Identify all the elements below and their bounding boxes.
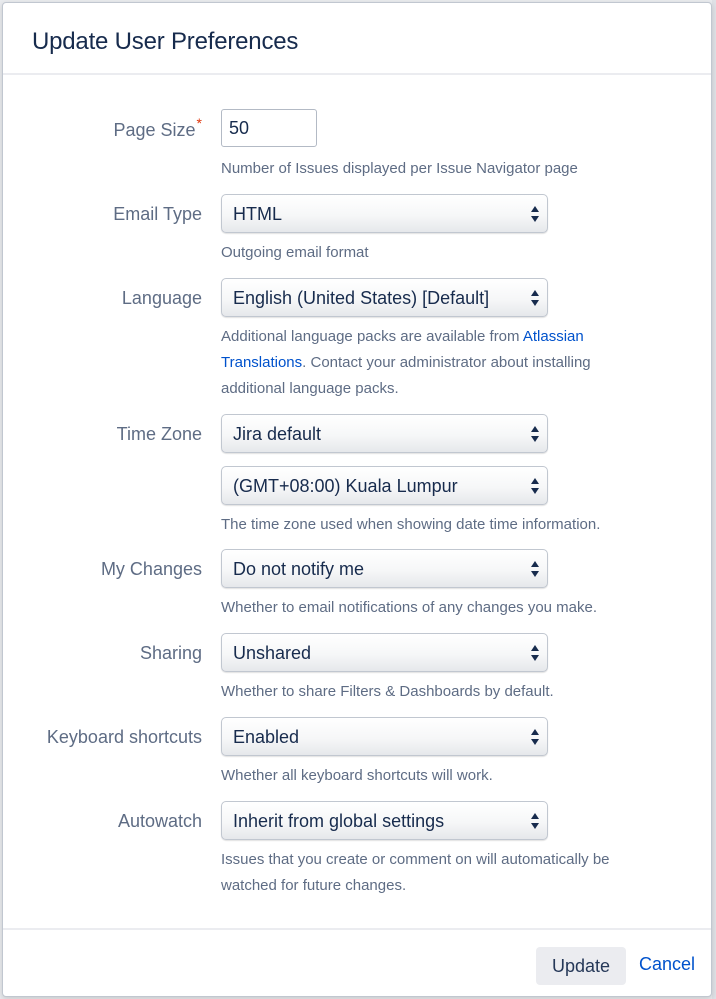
my-changes-help: Whether to email notifications of any changes you make. [221,599,598,616]
select-arrows-icon [530,426,540,444]
email-type-label: Email Type [113,204,202,224]
dialog-header [3,3,711,75]
autowatch-label: Autowatch [117,811,202,831]
keyboard-shortcuts-value: Enabled [233,727,300,747]
dialog-title: Update User Preferences [32,28,299,55]
my-changes-select[interactable] [221,549,548,588]
my-changes-label: My Changes [100,559,202,579]
select-arrows-icon [530,645,540,663]
language-value: English (United States) [Default] [233,288,490,308]
time-zone-label: Time Zone [116,424,202,444]
select-arrows-icon [530,290,540,308]
sharing-select[interactable] [221,633,548,672]
time-zone-zone-select[interactable] [221,466,548,505]
language-help: Additional language packs are available from Atlassian Translations. Contact your administrator about installing additional language packs. [221,328,591,397]
sharing-label: Sharing [139,643,202,663]
keyboard-shortcuts-label: Keyboard shortcuts [46,727,202,747]
time-zone-region-value: Jira default [233,424,322,444]
update-button[interactable]: Update [536,947,626,985]
time-zone-zone-value: (GMT+08:00) Kuala Lumpur [233,476,458,496]
keyboard-shortcuts-help: Whether all keyboard shortcuts will work. [221,767,493,784]
sharing-help: Whether to share Filters & Dashboards by default. [221,683,554,700]
page-size-input[interactable] [221,109,317,147]
background-page-edge [712,0,716,999]
select-arrows-icon [530,813,540,831]
select-arrows-icon [530,478,540,496]
cancel-link[interactable]: Cancel [639,954,696,974]
my-changes-value: Do not notify me [233,559,365,579]
sharing-value: Unshared [233,643,312,663]
language-label: Language [121,288,202,308]
select-arrows-icon [530,561,540,579]
dialog-footer [3,928,711,998]
select-arrows-icon [530,206,540,224]
email-type-help: Outgoing email format [221,244,369,261]
autowatch-select[interactable] [221,801,548,840]
time-zone-help: The time zone used when showing date time information. [221,516,601,533]
time-zone-region-select[interactable] [221,414,548,453]
email-type-select[interactable] [221,194,548,233]
email-type-value: HTML [233,204,282,224]
language-select[interactable] [221,278,548,317]
update-preferences-dialog [2,2,712,997]
page-size-help: Number of Issues displayed per Issue Navigator page [221,160,578,177]
required-marker: * [196,115,202,131]
autowatch-help: Issues that you create or comment on will automatically be watched for future changes. [221,851,610,894]
page-size-label: Page Size* [113,115,202,140]
autowatch-value: Inherit from global settings [233,811,445,831]
atlassian-translations-link[interactable]: Atlassian Translations [221,328,584,371]
select-arrows-icon [530,729,540,747]
keyboard-shortcuts-select[interactable] [221,717,548,756]
